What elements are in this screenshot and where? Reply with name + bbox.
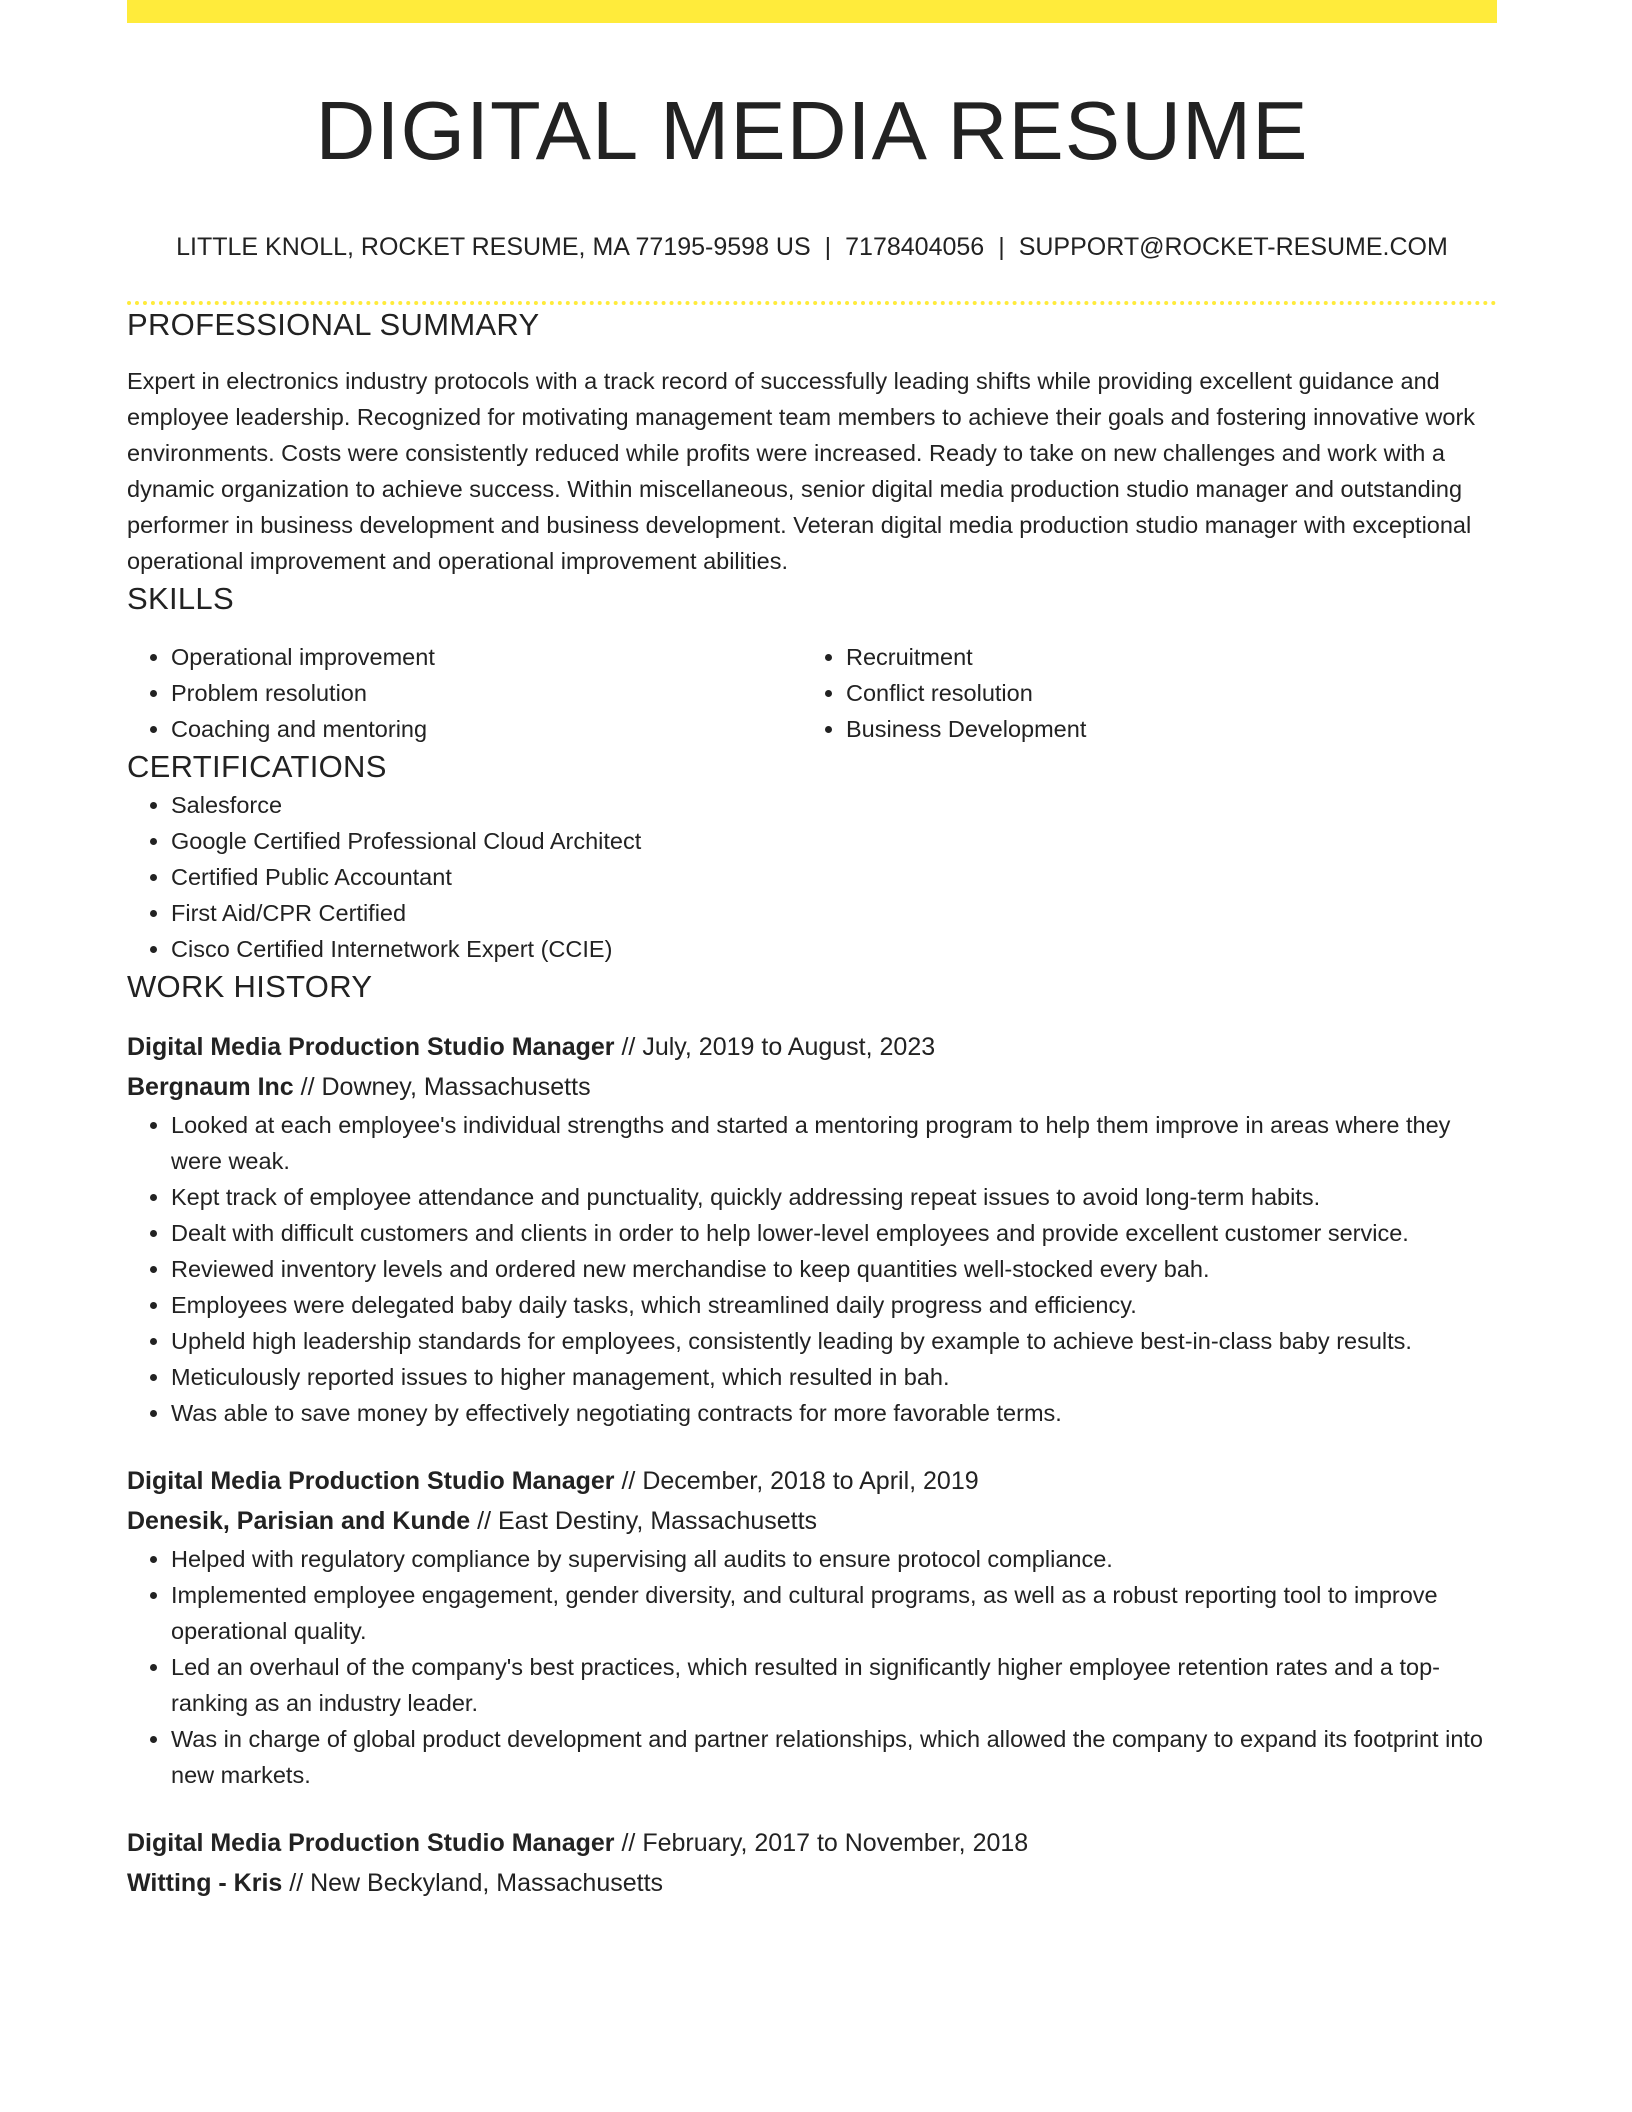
job-dates: // December, 2018 to April, 2019	[614, 1467, 979, 1495]
skills-column-right	[802, 639, 1477, 747]
certification-item: • First Aid/CPR Certified	[171, 895, 1497, 931]
skill-item: • Problem resolution	[171, 675, 802, 711]
accent-top-bar	[127, 0, 1497, 23]
skills-grid	[127, 639, 1497, 747]
resume-title: DIGITAL MEDIA RESUME	[315, 84, 1309, 177]
company-location: // East Destiny, Massachusetts	[470, 1507, 818, 1535]
job-bullet: • Kept track of employee attendance and punctuality, quickly addressing repeat issues to avoid long-term habits.	[171, 1179, 1497, 1215]
certification-item: • Google Certified Professional Cloud Architect	[171, 823, 1497, 859]
job-dates: // July, 2019 to August, 2023	[614, 1033, 936, 1061]
skill-item: • Operational improvement	[171, 639, 802, 675]
company-line	[127, 1501, 1497, 1541]
company-name: Denesik, Parisian and Kunde	[127, 1507, 471, 1535]
job-bullet-list	[127, 1107, 1497, 1431]
job-title: Digital Media Production Studio Manager	[127, 1033, 615, 1061]
job-bullet: • Led an overhaul of the company's best practices, which resulted in significantly higher employee retention rates and a top-ranking as an industry leader.	[171, 1649, 1497, 1721]
separator: |	[824, 233, 832, 261]
job-bullet: • Helped with regulatory compliance by supervising all audits to ensure protocol compliance.	[171, 1541, 1497, 1577]
address-text: LITTLE KNOLL, ROCKET RESUME, MA 77195-9598 US	[176, 233, 811, 261]
company-location: // New Beckyland, Massachusetts	[282, 1869, 664, 1897]
job-bullet: • Dealt with difficult customers and clients in order to help lower-level employees and provide excellent customer service.	[171, 1215, 1497, 1251]
job-bullet: • Was able to save money by effectively negotiating contracts for more favorable terms.	[171, 1395, 1497, 1431]
resume-page	[127, 0, 1497, 1903]
job-bullet: • Looked at each employee's individual strengths and started a mentoring program to help them improve in areas where they were weak.	[171, 1107, 1497, 1179]
job-bullet: • Implemented employee engagement, gender diversity, and cultural programs, as well as a robust reporting tool to improve operational quality.	[171, 1577, 1497, 1649]
skill-item: • Conflict resolution	[846, 675, 1477, 711]
company-line	[127, 1863, 1497, 1903]
job-entry	[127, 1823, 1497, 1903]
certification-item: • Cisco Certified Internetwork Expert (CCIE)	[171, 931, 1497, 967]
certification-item: • Salesforce	[171, 787, 1497, 823]
job-bullet: • Reviewed inventory levels and ordered new merchandise to keep quantities well-stocked every bah.	[171, 1251, 1497, 1287]
certification-item: • Certified Public Accountant	[171, 859, 1497, 895]
summary-text: Expert in electronics industry protocols with a track record of successfully leading shifts while providing excellent guidance and employee leadership. Recognized for motivating management team members to achieve their goals and fostering innovative work environments. Costs were consistently reduced while profits were increased. Ready to take on new challenges and work with a dynamic organization to achieve success. Within miscellaneous, senior digital media production studio manager and outstanding performer in business development and business development. Veteran digital media production studio manager with exceptional operational improvement and operational improvement abilities.	[127, 368, 1476, 574]
skill-item: • Business Development	[846, 711, 1477, 747]
certifications-heading: CERTIFICATIONS	[127, 749, 387, 784]
job-title-line	[127, 1461, 1497, 1501]
skills-column-left	[127, 639, 802, 747]
job-title: Digital Media Production Studio Manager	[127, 1829, 615, 1857]
job-bullet: • Employees were delegated baby daily tasks, which streamlined daily progress and efficiency.	[171, 1287, 1497, 1323]
company-location: // Downey, Massachusetts	[293, 1073, 591, 1101]
job-entry	[127, 1027, 1497, 1431]
skills-heading: SKILLS	[127, 581, 234, 616]
certifications-list	[127, 787, 1497, 967]
job-title-line	[127, 1823, 1497, 1863]
job-bullet: • Upheld high leadership standards for employees, consistently leading by example to achieve best-in-class baby results.	[171, 1323, 1497, 1359]
company-name: Bergnaum Inc	[127, 1073, 294, 1101]
job-title: Digital Media Production Studio Manager	[127, 1467, 615, 1495]
summary-heading: PROFESSIONAL SUMMARY	[127, 307, 540, 342]
skills-list-left	[127, 639, 802, 747]
job-bullet: • Was in charge of global product development and partner relationships, which allowed the company to expand its footprint into new markets.	[171, 1721, 1497, 1793]
skill-item: • Coaching and mentoring	[171, 711, 802, 747]
email-text: SUPPORT@ROCKET-RESUME.COM	[1018, 233, 1448, 261]
skills-list-right	[802, 639, 1477, 747]
separator: |	[998, 233, 1005, 261]
contact-line	[127, 231, 1497, 263]
job-title-line	[127, 1027, 1497, 1067]
job-dates: // February, 2017 to November, 2018	[614, 1829, 1029, 1857]
company-line	[127, 1067, 1497, 1107]
work-history-heading: WORK HISTORY	[127, 969, 373, 1004]
skill-item: • Recruitment	[846, 639, 1477, 675]
company-name: Witting - Kris	[127, 1869, 283, 1897]
job-bullet-list	[127, 1541, 1497, 1793]
job-entry	[127, 1461, 1497, 1793]
job-bullet: • Meticulously reported issues to higher management, which resulted in bah.	[171, 1359, 1497, 1395]
phone-text: 7178404056	[845, 233, 985, 261]
